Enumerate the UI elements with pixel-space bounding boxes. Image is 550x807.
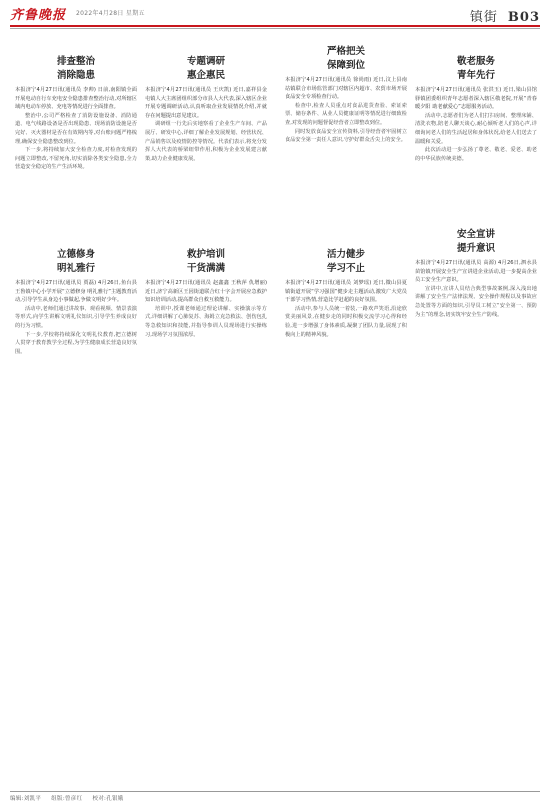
- article-lead: 本报济宁4月27日讯(通讯员 贾磊) 4月26日,鱼台县王鲁镇中心小学开展“立德修身 明礼雅行”主题教育活动,引导学生从身边小事做起,争做文明好少年。: [15, 280, 137, 304]
- article-headline: 立德修身 明礼雅行: [56, 249, 95, 274]
- article-paragraph: 同时发放食品安全宣传资料,引导经营者牢固树立食品安全第一责任人意识,守护好群众舌尖上的安全。: [285, 128, 407, 144]
- article-paragraph: 检查中,检查人员重点对食品进货查验、索证索票、储存条件、从业人员健康证明等情况进行细致检查,对发现的问题督促经营者立即整改到位。: [285, 102, 407, 126]
- page-footer: [10, 794, 132, 802]
- article-paragraph: 下一步,将持续加大安全检查力度,对检查发现的问题立即整改,不留死角,切实消除各类安全隐患,全力营造安全稳定的生产生活环境。: [15, 147, 137, 171]
- section-name: 镇街: [469, 10, 498, 25]
- article-headline: 专题调研 惠企惠民: [186, 56, 225, 81]
- article-5: [15, 248, 137, 356]
- article-paragraph: 此次活动进一步弘扬了尊老、敬老、爱老、助老的中华民族传统美德。: [415, 147, 537, 162]
- article-2: [145, 55, 267, 163]
- newspaper-logo: 齐鲁晚报: [10, 8, 67, 23]
- article-paragraph: 调研组一行先后实地察看了企业生产车间、产品展厅、研发中心,详细了解企业发展规划、经营状况、产品销售以及疫情防控等情况。代表们表示,将充分发挥人大代表的桥梁纽带作用,积极为企业发展建言献策,助力企业健康发展。: [145, 121, 267, 162]
- article-lead: 本报济宁4月27日讯(通讯员 徐尚雨) 近日,汶上县南站镇联合市场监管部门对辖区内超市、农贸市场开展食品安全专项检查行动。: [285, 77, 407, 101]
- article-paragraph: 下一步,学校将持续深化文明礼仪教育,把立德树人贯穿于教育教学全过程,为学生健康成长营造良好氛围。: [15, 331, 137, 355]
- article-8: [415, 228, 537, 319]
- article-headline: 救护培训 干货满满: [186, 249, 225, 274]
- header-subrule: [10, 28, 540, 29]
- footer-editor: 编辑:刘凯平: [10, 796, 42, 802]
- article-paragraph: 活动中,志愿者们为老人们打扫房间、整理床铺、清洗衣物,陪老人聊天谈心,耐心倾听老人们的心声,详细询问老人们的生活起居和身体状况,给老人们送去了温暖和关爱。: [415, 112, 537, 145]
- article-paragraph: 培训中,授课老师通过理论讲解、实操演示等方式,详细讲解了心肺复苏、海姆立克急救法、创伤包扎等急救知识和技能,并指导参训人员现场进行实操练习,现场学习氛围浓厚。: [145, 305, 267, 338]
- article-headline: 严格把关 保障到位: [326, 46, 365, 71]
- article-lead: 本报济宁4月27日讯(通讯员 刘梦瑶) 近日,微山县夏镇街道开展“学习强国”健步走主题活动,激发广大党员干部学习热情,营造比学赶超的良好氛围。: [285, 280, 407, 304]
- article-lead: 本报济宁4月27日讯(通讯员 王庆凯) 近日,嘉祥县金屯镇人大主席团组织部分市县人大代表,深入辖区企业开展专题调研活动,认真听取企业发展情况介绍,并就存在问题提出意见建议。: [145, 87, 267, 119]
- article-3: [285, 45, 407, 145]
- article-1: [15, 55, 137, 172]
- article-4: [415, 55, 537, 163]
- article-lead: 本报济宁4月27日讯(通讯员 张洪玉) 近日,梁山县馆驿镇团委组织青年志愿者深入辖区敬老院,开展“青春暖夕阳 助老献爱心”志愿服务活动。: [415, 87, 537, 111]
- article-headline: 活力健步 学习不止: [326, 249, 365, 274]
- article-paragraph: 活动中,参与人员统一着装,一路欢声笑语,沿途欣赏美丽风景,在健步走的同时积极交流学习心得和经验,进一步增强了身体素质,凝聚了团队力量,展现了积极向上的精神风貌。: [285, 305, 407, 338]
- article-headline: 敬老服务 青年先行: [456, 56, 495, 81]
- footer-designer: 组版:曾彦红: [51, 796, 83, 802]
- masthead: [0, 0, 550, 26]
- article-paragraph: 宣讲中,宣讲人员结合典型事故案例,深入浅出地讲解了安全生产法律法规、安全操作规程以及事故应急处置等方面的知识,引导员工树立“安全第一、预防为主”的理念,切实筑牢安全生产防线。: [415, 285, 537, 318]
- article-headline: 安全宣讲 提升意识: [456, 229, 495, 254]
- header-rule: [10, 25, 540, 27]
- footer-proofreader: 校对:孔银娥: [92, 796, 124, 802]
- page-code: B03: [507, 10, 540, 25]
- article-6: [145, 248, 267, 339]
- section-header: [470, 6, 540, 25]
- article-lead: 本报济宁4月27日讯(通讯员 赵鑫鑫 王秋萍 仇增丽) 近日,济宁高新区王因街道联合红十字会开展应急救护知识培训活动,提高群众自救互救能力。: [145, 280, 267, 304]
- article-lead: 本报济宁4月27日讯(通讯员 高源) 4月26日,泗水县苗馆镇开展安全生产宣讲进企业活动,进一步提高企业员工安全生产意识。: [415, 260, 537, 284]
- article-7: [285, 248, 407, 339]
- article-paragraph: 活动中,老师们通过讲故事、观看视频、情景表演等形式,向学生讲解文明礼仪知识,引导学生养成良好的行为习惯。: [15, 305, 137, 329]
- article-headline: 排查整治 消除隐患: [56, 56, 95, 81]
- article-lead: 本报济宁4月27日讯(通讯员 李帅) 日前,南阳镇全面开展电动自行车充电安全隐患排查整治行动,对所辖区域内电动车停放、充电等情况进行全面排查。: [15, 87, 137, 111]
- article-paragraph: 整治中,公司严格检查了消防设施设备、消防通道、电气线路设备是否出现隐患、现场消防设施是否完好、灭火器材是否在有效期内等,对台账问题严格梳理,确保安全隐患整改到位。: [15, 112, 137, 145]
- issue-date: 2022年4月28日 星期五: [76, 10, 145, 17]
- footer-rule: [10, 791, 540, 792]
